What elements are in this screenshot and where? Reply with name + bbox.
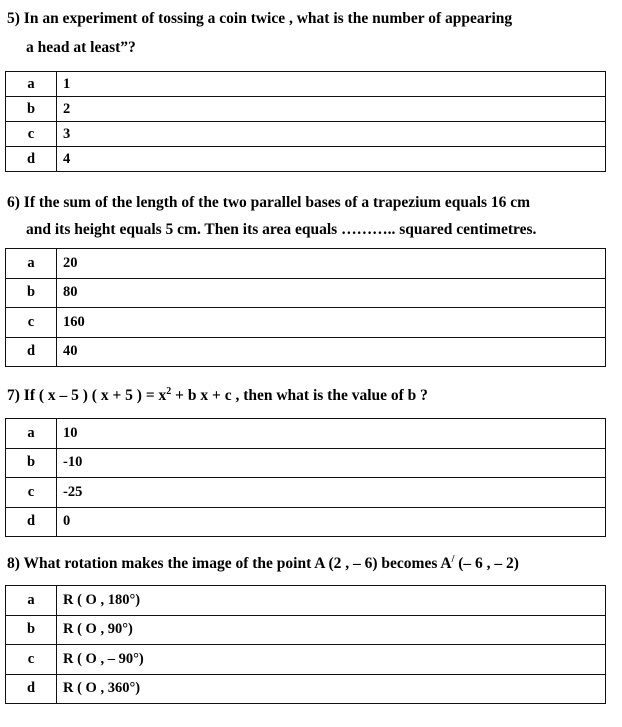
option-row-a[interactable] (6, 586, 606, 616)
option-letter: b (6, 97, 57, 122)
option-row-a[interactable] (6, 249, 606, 279)
option-letter: b (6, 278, 57, 308)
option-row-c[interactable] (6, 308, 606, 338)
option-text: R ( O , 180°) (57, 586, 606, 616)
option-text: R ( O , 360°) (57, 674, 606, 704)
option-letter: c (6, 308, 57, 338)
question-stem (7, 554, 612, 573)
option-text: -25 (57, 478, 606, 508)
option-letter: b (6, 448, 57, 478)
option-letter: d (6, 674, 57, 704)
stem-line-2: and its height equals 5 cm. Then its area equals ……….. squared centimetres. (26, 221, 537, 238)
option-row-b[interactable] (6, 97, 606, 122)
option-row-d[interactable] (6, 674, 606, 704)
option-row-b[interactable] (6, 615, 606, 645)
stem-text-part-1: 8) What rotation makes the image of the point A (2 , – 6) becomes A (7, 555, 452, 572)
stem-superscript: 2 (166, 385, 172, 397)
option-text: 1 (57, 72, 606, 97)
option-text: 20 (57, 249, 606, 279)
option-letter: a (6, 586, 57, 616)
stem-text-part-2: (– 6 , – 2) (454, 555, 519, 572)
option-row-b[interactable] (6, 448, 606, 478)
stem-line-2: a head at least”? (26, 39, 136, 56)
option-letter: a (6, 419, 57, 449)
option-row-b[interactable] (6, 278, 606, 308)
question-stem (7, 9, 612, 57)
option-letter: d (6, 337, 57, 367)
options-table (5, 418, 606, 537)
stem-line-1: 5) In an experiment of tossing a coin twice , what is the number of appearing (7, 10, 513, 27)
option-letter: b (6, 615, 57, 645)
option-text: 0 (57, 507, 606, 537)
option-row-d[interactable] (6, 507, 606, 537)
option-letter: c (6, 478, 57, 508)
option-text: 10 (57, 419, 606, 449)
option-letter: d (6, 147, 57, 172)
option-row-c[interactable] (6, 122, 606, 147)
question-stem (7, 193, 612, 239)
option-row-d[interactable] (6, 147, 606, 172)
option-text: 2 (57, 97, 606, 122)
question-stem (7, 386, 612, 405)
option-text: 40 (57, 337, 606, 367)
option-text: R ( O , 90°) (57, 615, 606, 645)
option-row-a[interactable] (6, 72, 606, 97)
option-text: 80 (57, 278, 606, 308)
option-text: 4 (57, 147, 606, 172)
options-table (5, 585, 606, 704)
option-text: -10 (57, 448, 606, 478)
stem-text-part-2: + b x + c , then what is the value of b ? (171, 387, 428, 404)
stem-line-1: 6) If the sum of the length of the two parallel bases of a trapezium equals 16 cm (7, 194, 531, 211)
option-text: R ( O , – 90°) (57, 645, 606, 675)
option-letter: a (6, 249, 57, 279)
stem-text-part-1: 7) If ( x – 5 ) ( x + 5 ) = x (7, 387, 167, 404)
option-row-d[interactable] (6, 337, 606, 367)
option-text: 3 (57, 122, 606, 147)
stem-superscript: / (451, 553, 455, 565)
options-table (5, 248, 606, 367)
option-row-c[interactable] (6, 478, 606, 508)
option-letter: c (6, 122, 57, 147)
option-text: 160 (57, 308, 606, 338)
option-letter: c (6, 645, 57, 675)
options-table (5, 71, 606, 172)
option-row-c[interactable] (6, 645, 606, 675)
option-row-a[interactable] (6, 419, 606, 449)
option-letter: d (6, 507, 57, 537)
option-letter: a (6, 72, 57, 97)
